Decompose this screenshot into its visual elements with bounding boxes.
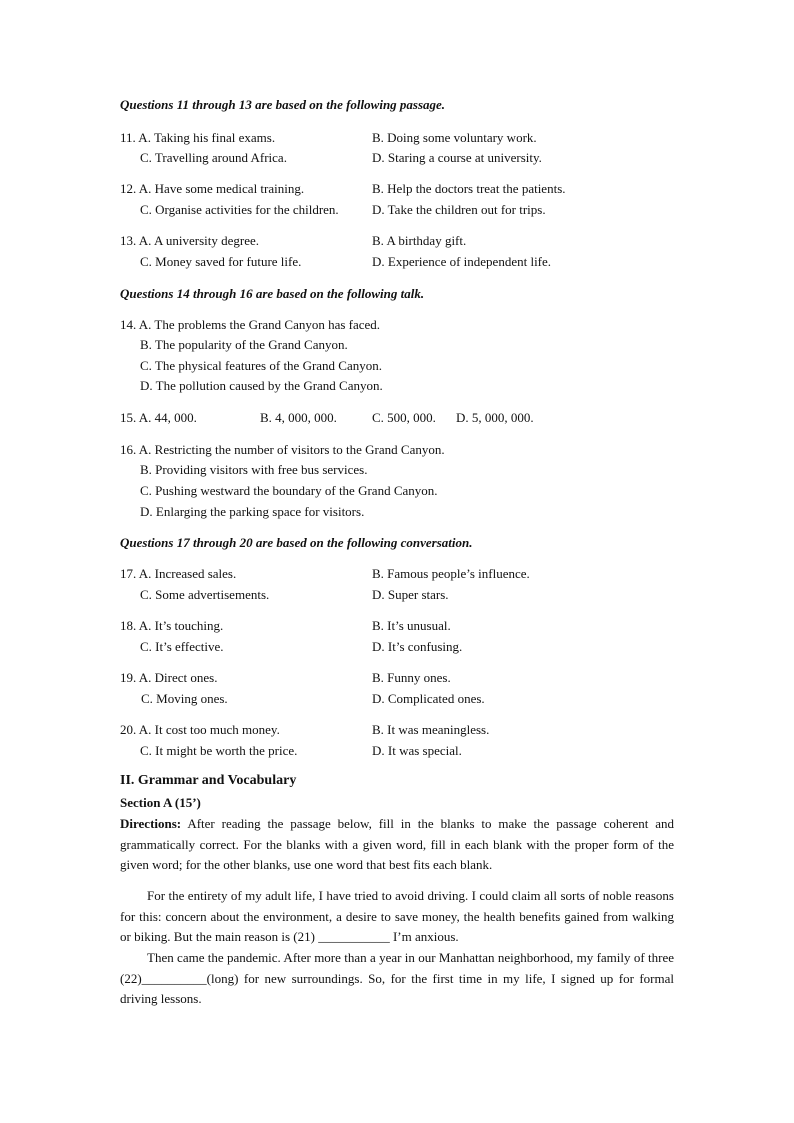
q16-option-b: B. Providing visitors with free bus services. — [140, 462, 368, 477]
q11-option-b: B. Doing some voluntary work. — [372, 130, 537, 145]
q14-option-d: D. The pollution caused by the Grand Canyon. — [140, 378, 383, 393]
q15-option-b: B. 4, 000, 000. — [260, 410, 337, 425]
q19-option-d: D. Complicated ones. — [372, 691, 485, 706]
q12-option-c: C. Organise activities for the children. — [140, 202, 339, 217]
q14-option-b: B. The popularity of the Grand Canyon. — [140, 337, 348, 352]
q11-option-c: C. Travelling around Africa. — [140, 150, 287, 165]
q11-option-a: 11. A. Taking his final exams. — [120, 130, 276, 145]
q15-option-c: C. 500, 000. — [372, 410, 436, 425]
q19-option-b: B. Funny ones. — [372, 670, 451, 685]
q11-option-d: D. Staring a course at university. — [372, 150, 542, 165]
q20-option-a: 20. A. It cost too much money. — [120, 722, 280, 737]
q13-option-c: C. Money saved for future life. — [140, 254, 302, 269]
q17-option-b: B. Famous people’s influence. — [372, 566, 530, 581]
q18-option-d: D. It’s confusing. — [372, 639, 463, 654]
passage-paragraph-2: Then came the pandemic. After more than a year in our Manhattan neighborhood, my family of three (22)__________(long) for new surroundings. So, for the first time in my life, I signed up for formal driving lessons. — [120, 950, 674, 1006]
q19-option-a: 19. A. Direct ones. — [120, 670, 218, 685]
directions-text: After reading the passage below, fill in the blanks to make the passage coherent and grammatically correct. For the blanks with a given word, fill in each blank with the proper form of the given word; for the other blanks, use one word that best fits each blank. — [120, 816, 674, 872]
directions-label: Directions: — [120, 816, 182, 831]
passage-paragraph-1: For the entirety of my adult life, I have tried to avoid driving. I could claim all sorts of noble reasons for this: concern about the environment, a desire to save money, the health benefits gained from walking or biking. But the main reason is (21) ___________ I’m anxious. — [120, 888, 674, 944]
q12-option-d: D. Take the children out for trips. — [372, 202, 546, 217]
q15-option-d: D. 5, 000, 000. — [456, 410, 534, 425]
q13-option-d: D. Experience of independent life. — [372, 254, 552, 269]
q19-option-c: C. Moving ones. — [141, 691, 228, 706]
q20-option-b: B. It was meaningless. — [372, 722, 490, 737]
q20-option-d: D. It was special. — [372, 743, 462, 758]
q14-option-c: C. The physical features of the Grand Canyon. — [140, 358, 382, 373]
q12-option-b: B. Help the doctors treat the patients. — [372, 181, 566, 196]
section-heading-17-20: Questions 17 through 20 are based on the following conversation. — [120, 535, 473, 550]
q18-option-a: 18. A. It’s touching. — [120, 618, 224, 633]
section-heading-14-16: Questions 14 through 16 are based on the following talk. — [120, 286, 425, 301]
q17-option-a: 17. A. Increased sales. — [120, 566, 237, 581]
q18-option-b: B. It’s unusual. — [372, 618, 451, 633]
q12-option-a: 12. A. Have some medical training. — [120, 181, 305, 196]
q16-option-a: 16. A. Restricting the number of visitors to the Grand Canyon. — [120, 442, 445, 457]
grammar-section-title: II. Grammar and Vocabulary — [120, 773, 297, 788]
q18-option-c: C. It’s effective. — [140, 639, 224, 654]
q20-option-c: C. It might be worth the price. — [140, 743, 298, 758]
q13-option-a: 13. A. A university degree. — [120, 233, 260, 248]
q14-option-a: 14. A. The problems the Grand Canyon has faced. — [120, 317, 381, 332]
q16-option-d: D. Enlarging the parking space for visitors. — [140, 504, 365, 519]
directions-paragraph — [120, 814, 674, 876]
q15-option-a: 15. A. 44, 000. — [120, 410, 197, 425]
section-a-title: Section A (15’) — [120, 795, 201, 810]
q17-option-c: C. Some advertisements. — [140, 587, 270, 602]
q13-option-b: B. A birthday gift. — [372, 233, 467, 248]
q16-option-c: C. Pushing westward the boundary of the Grand Canyon. — [140, 483, 438, 498]
q17-option-d: D. Super stars. — [372, 587, 449, 602]
section-heading-11-13: Questions 11 through 13 are based on the following passage. — [120, 97, 446, 112]
